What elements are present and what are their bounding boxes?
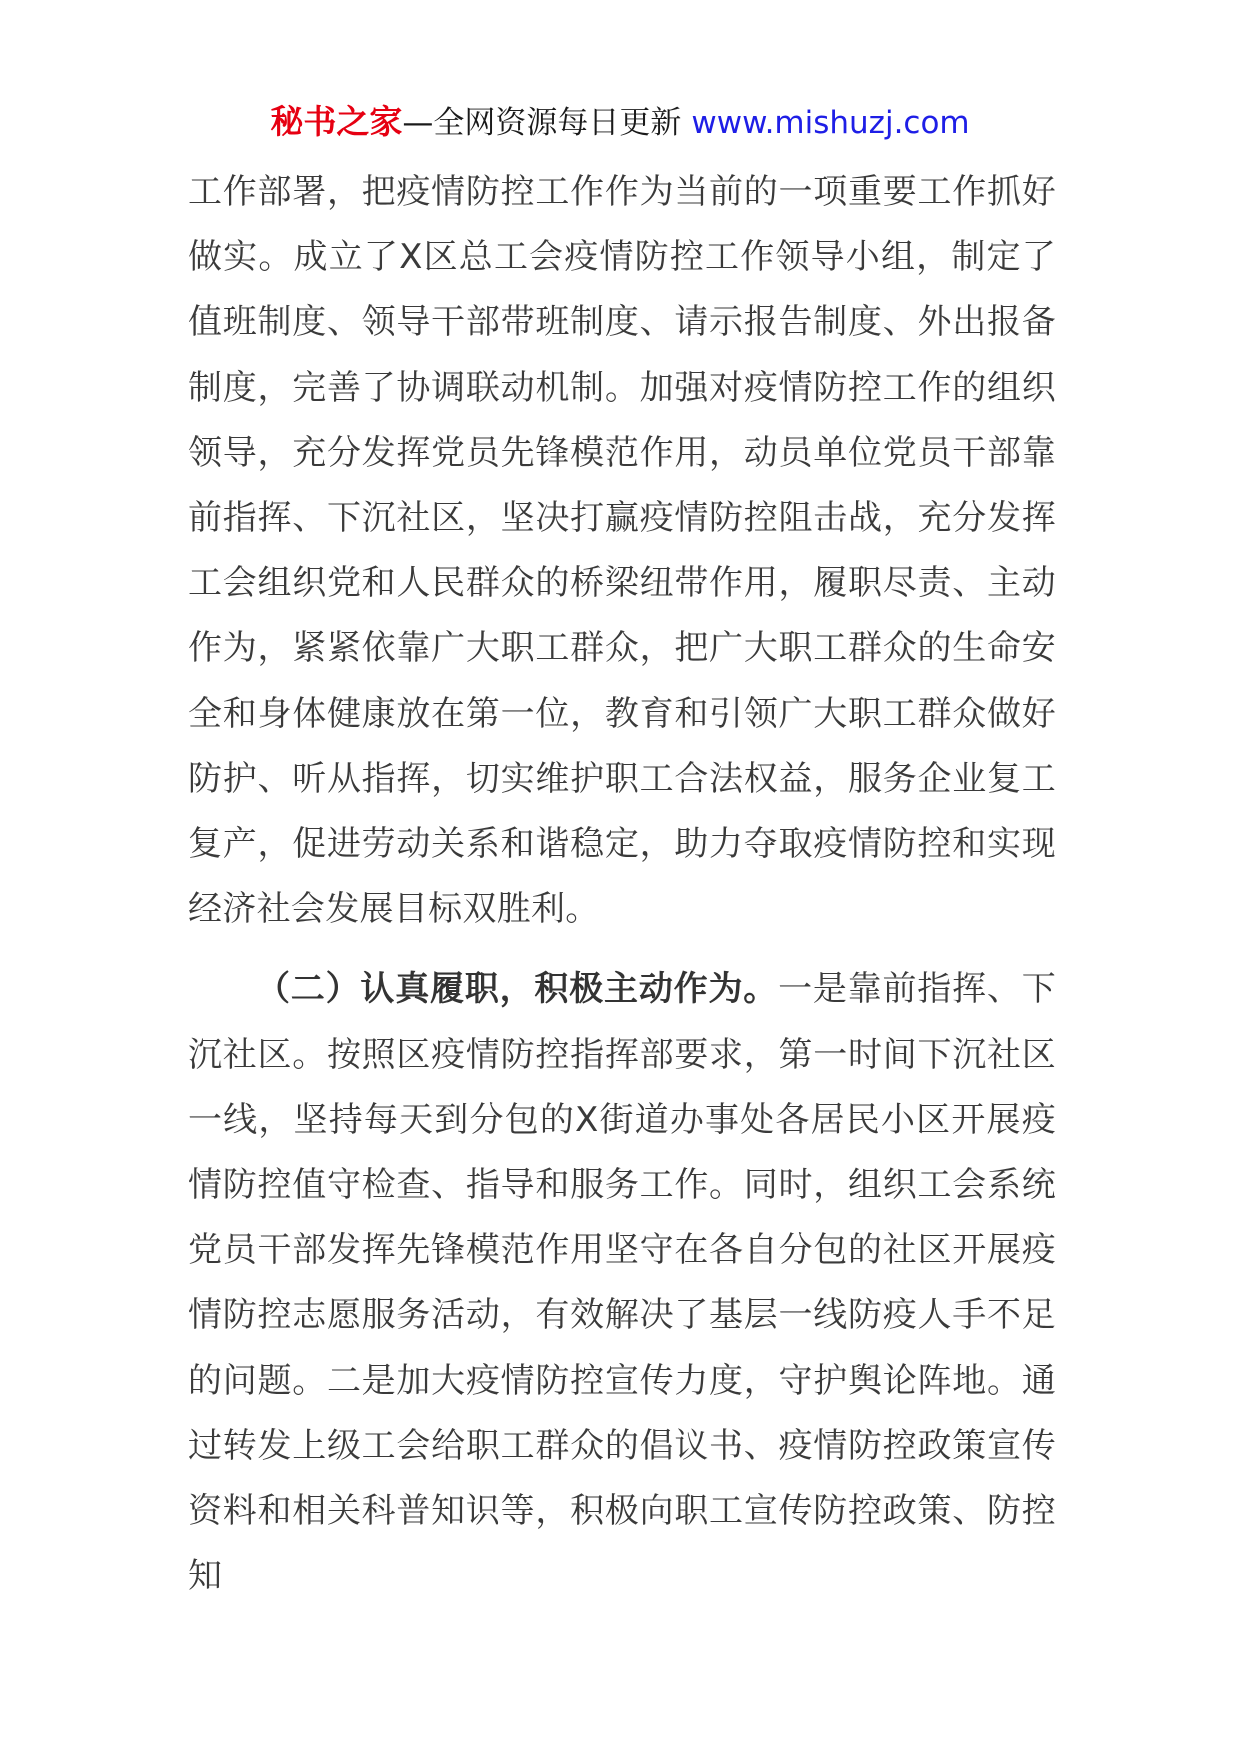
paragraph-2 bbox=[188, 957, 1056, 1609]
section-heading-2: （二）认真履职，积极主动作为。 bbox=[256, 969, 779, 1010]
site-url-link[interactable]: www.mishuzj.com bbox=[691, 105, 970, 141]
paragraph-2-text: 一是靠前指挥、下沉社区。按照区疫情防控指挥部要求，第一时间下沉社区一线，坚持每天到分包的X街道办事处各居民小区开展疫情防控值守检查、指导和服务工作。同时，组织工会系统党员干部发挥先锋模范作用坚守在各自分包的社区开展疫情防控志愿服务活动，有效解决了基层一线防疫人手不足的问题。二是加大疫情防控宣传力度，守护舆论阵地。通过转发上级工会给职工群众的倡议书、疫情防控政策宣传资料和相关科普知识等，积极向职工宣传防控政策、防控知 bbox=[188, 969, 1056, 1597]
document-body bbox=[188, 160, 1056, 1609]
site-header bbox=[0, 102, 1240, 143]
paragraph-1-text: 工作部署，把疫情防控工作作为当前的一项重要工作抓好做实。成立了X区总工会疫情防控工作领导小组，制定了值班制度、领导干部带班制度、请示报告制度、外出报备制度，完善了协调联动机制。加强对疫情防控工作的组织领导，充分发挥党员先锋模范作用，动员单位党员干部靠前指挥、下沉社区，坚决打赢疫情防控阻击战，充分发挥工会组织党和人民群众的桥梁纽带作用，履职尽责、主动作为，紧紧依靠广大职工群众，把广大职工群众的生命安全和身体健康放在第一位，教育和引领广大职工群众做好防护、听从指挥，切实维护职工合法权益，服务企业复工复产，促进劳动关系和谐稳定，助力夺取疫情防控和实现经济社会发展目标双胜利。 bbox=[188, 172, 1056, 930]
brand-name: 秘书之家 bbox=[270, 102, 403, 141]
header-tagline: —全网资源每日更新 bbox=[402, 105, 682, 141]
paragraph-1 bbox=[188, 160, 1056, 942]
